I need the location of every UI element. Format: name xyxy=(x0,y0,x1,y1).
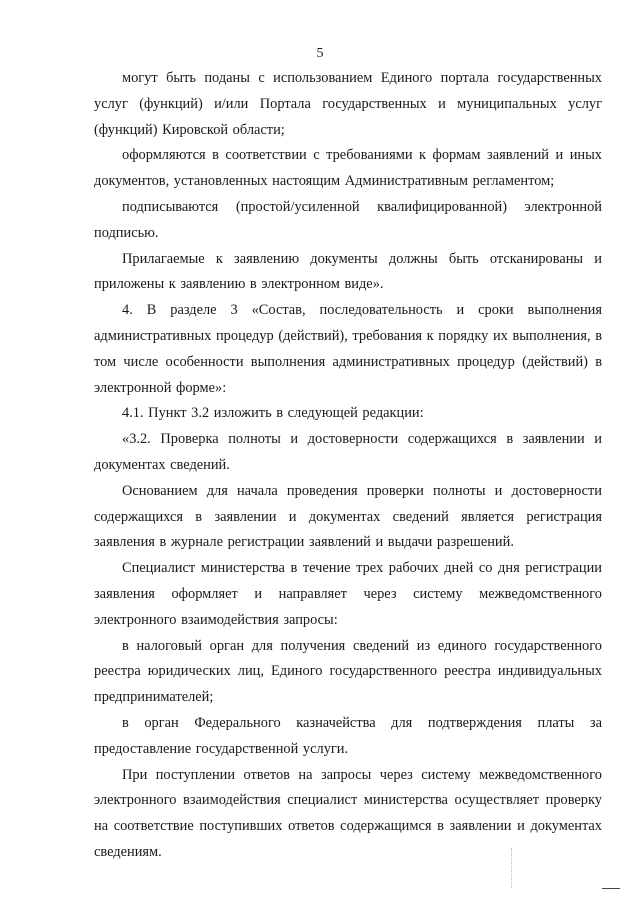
paragraph: могут быть поданы с использованием Единого портала государственных услуг (функций) и/или Портала государственных и муниципальных услуг (функций) Кировской области; xyxy=(94,70,602,138)
scan-edge-mark xyxy=(602,888,620,889)
paragraph: Специалист министерства в течение трех рабочих дней со дня регистрации заявления оформляет и направляет через систему межведомственного электронного взаимодействия запросы: xyxy=(94,560,602,628)
paragraph: в орган Федерального казначейства для подтверждения платы за предоставление государственной услуги. xyxy=(94,714,602,757)
paragraph: Основанием для начала проведения проверки полноты и достоверности содержащихся в заявлении и документах сведений является регистрация заявления в журнале регистрации заявлений и выдачи разрешений. xyxy=(94,482,602,551)
paragraph: «3.2. Проверка полноты и достоверности содержащихся в заявлении и документах сведений. xyxy=(94,431,602,473)
page-number: 5 xyxy=(316,46,324,61)
paragraph: Прилагаемые к заявлению документы должны быть отсканированы и приложены к заявлению в электронном виде». xyxy=(94,250,602,293)
paragraph: При поступлении ответов на запросы через систему межведомственного электронного взаимодействия специалист министерства осуществляет проверку на соответствие поступивших ответов содержащимся в заявлении и документах сведениям. xyxy=(94,766,602,860)
scan-artifact xyxy=(511,848,513,888)
paragraph: 4. В разделе 3 «Состав, последовательность и сроки выполнения административных процедур (действий), требования к порядку их выполнения, в том числе особенности выполнения административных процедур (действий) в электронной форме»: xyxy=(94,302,602,396)
paragraph: подписываются (простой/усиленной квалифицированной) электронной подписью. xyxy=(94,198,602,241)
paragraph: 4.1. Пункт 3.2 изложить в следующей редакции: xyxy=(122,405,424,422)
document-body xyxy=(94,66,602,866)
paragraph: в налоговый орган для получения сведений из единого государственного реестра юридических лиц, Единого государственного реестра индивидуальных предпринимателей; xyxy=(94,637,602,706)
paragraph: оформляются в соответствии с требованиями к формам заявлений и иных документов, установленных настоящим Административным регламентом; xyxy=(94,147,602,190)
